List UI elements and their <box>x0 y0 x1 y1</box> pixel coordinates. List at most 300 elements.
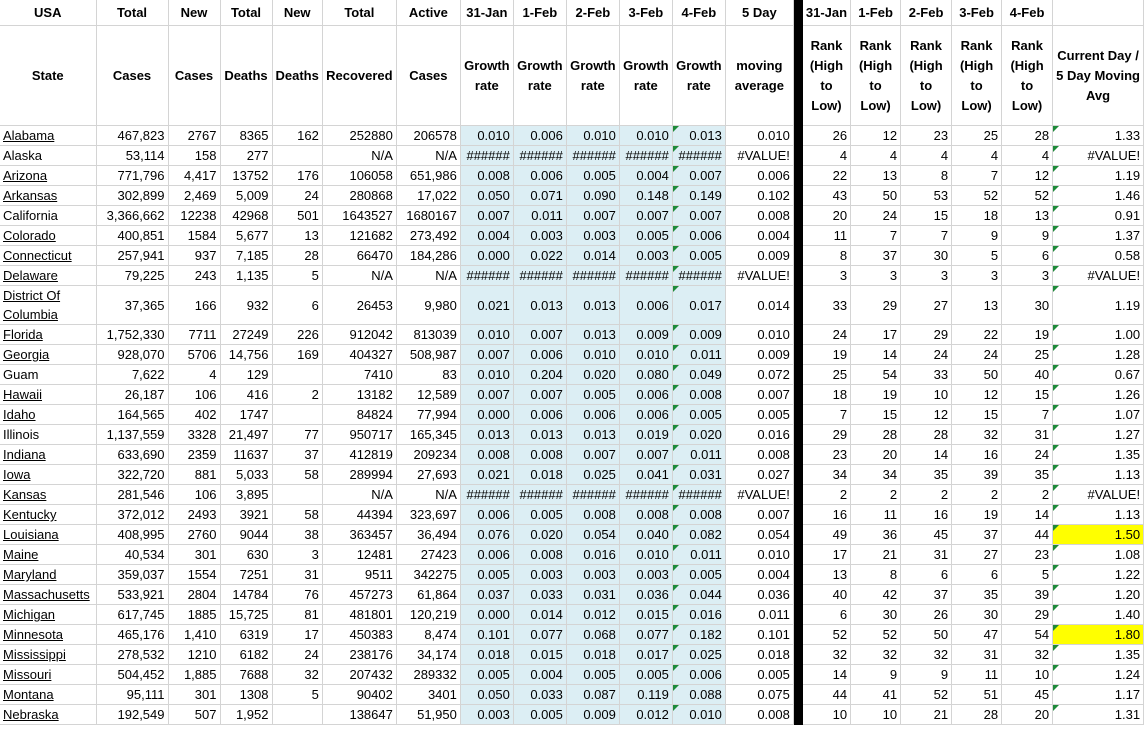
data-cell[interactable]: 27,693 <box>396 465 460 485</box>
data-cell[interactable]: 19 <box>851 385 901 405</box>
data-cell[interactable]: 52 <box>1002 186 1053 206</box>
data-cell[interactable]: 1,952 <box>220 705 272 725</box>
data-cell[interactable]: 2760 <box>168 525 220 545</box>
data-cell[interactable]: 5 <box>1002 565 1053 585</box>
data-cell[interactable]: 0.007 <box>460 345 513 365</box>
data-cell[interactable]: 0.006 <box>513 405 566 425</box>
data-cell[interactable]: 6 <box>802 605 850 625</box>
data-cell[interactable]: 0.022 <box>513 246 566 266</box>
data-cell[interactable]: 1.00 <box>1053 325 1144 345</box>
data-cell[interactable]: 10 <box>901 385 952 405</box>
column-header-cell[interactable]: State <box>0 26 96 126</box>
data-cell[interactable]: 5,033 <box>220 465 272 485</box>
data-cell[interactable]: 507 <box>168 705 220 725</box>
state-cell[interactable] <box>0 685 96 705</box>
data-cell[interactable]: 0.006 <box>460 545 513 565</box>
data-cell[interactable]: 37 <box>952 525 1002 545</box>
top-header-cell[interactable]: 2-Feb <box>566 0 619 26</box>
data-cell[interactable]: 0.018 <box>725 645 793 665</box>
state-link[interactable]: Arizona <box>3 168 48 183</box>
data-cell[interactable]: 651,986 <box>396 166 460 186</box>
state-link[interactable]: Michigan <box>3 607 56 622</box>
data-cell[interactable]: 1.19 <box>1053 286 1144 325</box>
data-cell[interactable]: 13 <box>851 166 901 186</box>
data-cell[interactable]: 323,697 <box>396 505 460 525</box>
data-cell[interactable]: 0.009 <box>566 705 619 725</box>
data-cell[interactable]: 4 <box>952 146 1002 166</box>
data-cell[interactable]: ###### <box>566 266 619 286</box>
data-cell[interactable]: 0.018 <box>566 645 619 665</box>
data-cell[interactable]: 40,534 <box>96 545 168 565</box>
data-cell[interactable]: 5 <box>952 246 1002 266</box>
data-cell[interactable]: 4 <box>168 365 220 385</box>
data-cell[interactable]: 0.005 <box>725 405 793 425</box>
data-cell[interactable]: 322,720 <box>96 465 168 485</box>
data-cell[interactable]: 81 <box>272 605 322 625</box>
data-cell[interactable]: 0.003 <box>619 246 672 266</box>
data-cell[interactable]: 52 <box>952 186 1002 206</box>
data-cell[interactable]: 0.037 <box>460 585 513 605</box>
state-link[interactable]: Nebraska <box>3 707 59 722</box>
data-cell[interactable]: 1.17 <box>1053 685 1144 705</box>
data-cell[interactable]: 36 <box>851 525 901 545</box>
data-cell[interactable]: 4 <box>802 146 850 166</box>
data-cell[interactable]: 1680167 <box>396 206 460 226</box>
data-cell[interactable]: ###### <box>619 146 672 166</box>
data-cell[interactable]: 3 <box>952 266 1002 286</box>
data-cell[interactable]: 47 <box>952 625 1002 645</box>
data-cell[interactable]: 0.009 <box>725 345 793 365</box>
data-cell[interactable]: 0.005 <box>619 665 672 685</box>
state-cell[interactable] <box>0 385 96 405</box>
state-link[interactable]: District Of Columbia <box>3 288 61 322</box>
data-cell[interactable]: 44 <box>802 685 850 705</box>
data-cell[interactable]: 6182 <box>220 645 272 665</box>
state-cell[interactable] <box>0 166 96 186</box>
data-cell[interactable]: 302,899 <box>96 186 168 206</box>
state-cell[interactable] <box>0 445 96 465</box>
data-cell[interactable]: 11 <box>802 226 850 246</box>
data-cell[interactable]: 16 <box>952 445 1002 465</box>
data-cell[interactable]: 20 <box>851 445 901 465</box>
data-cell[interactable]: 23 <box>1002 545 1053 565</box>
state-link[interactable]: Arkansas <box>3 188 58 203</box>
data-cell[interactable]: 13 <box>802 565 850 585</box>
data-cell[interactable] <box>272 705 322 725</box>
data-cell[interactable]: 14,756 <box>220 345 272 365</box>
data-cell[interactable]: 0.182 <box>672 625 725 645</box>
data-cell[interactable]: 3921 <box>220 505 272 525</box>
data-cell[interactable]: 0.003 <box>460 705 513 725</box>
data-cell[interactable]: 50 <box>952 365 1002 385</box>
state-cell[interactable] <box>0 485 96 505</box>
state-link[interactable]: Mississippi <box>3 647 66 662</box>
state-cell[interactable] <box>0 665 96 685</box>
data-cell[interactable]: 0.020 <box>513 525 566 545</box>
data-cell[interactable]: 0.007 <box>460 206 513 226</box>
data-cell[interactable]: 0.013 <box>566 286 619 325</box>
data-cell[interactable]: 0.012 <box>566 605 619 625</box>
data-cell[interactable]: 209234 <box>396 445 460 465</box>
data-cell[interactable]: 45 <box>1002 685 1053 705</box>
data-cell[interactable]: N/A <box>396 485 460 505</box>
data-cell[interactable]: 3,366,662 <box>96 206 168 226</box>
state-cell[interactable] <box>0 525 96 545</box>
data-cell[interactable]: 32 <box>1002 645 1053 665</box>
data-cell[interactable]: 281,546 <box>96 485 168 505</box>
data-cell[interactable]: 1885 <box>168 605 220 625</box>
data-cell[interactable]: 0.149 <box>672 186 725 206</box>
data-cell[interactable]: 508,987 <box>396 345 460 365</box>
data-cell[interactable]: 0.018 <box>460 645 513 665</box>
data-cell[interactable]: 176 <box>272 166 322 186</box>
data-cell[interactable]: 277 <box>220 146 272 166</box>
state-link[interactable]: Hawaii <box>3 387 43 402</box>
data-cell[interactable]: 0.049 <box>672 365 725 385</box>
data-cell[interactable]: 0.016 <box>725 425 793 445</box>
data-cell[interactable]: 0.003 <box>513 226 566 246</box>
data-cell[interactable]: 13752 <box>220 166 272 186</box>
data-cell[interactable]: 0.007 <box>619 206 672 226</box>
state-cell[interactable] <box>0 425 96 445</box>
data-cell[interactable]: 0.005 <box>460 665 513 685</box>
data-cell[interactable]: #VALUE! <box>1053 266 1144 286</box>
data-cell[interactable]: 50 <box>851 186 901 206</box>
data-cell[interactable]: 0.087 <box>566 685 619 705</box>
data-cell[interactable]: ###### <box>566 485 619 505</box>
state-link[interactable]: Delaware <box>3 268 58 283</box>
top-header-cell[interactable]: New <box>168 0 220 26</box>
data-cell[interactable]: 3,895 <box>220 485 272 505</box>
data-cell[interactable]: ###### <box>460 266 513 286</box>
data-cell[interactable]: 9 <box>901 665 952 685</box>
data-cell[interactable]: 1.24 <box>1053 665 1144 685</box>
data-cell[interactable]: 52 <box>851 625 901 645</box>
state-cell[interactable] <box>0 246 96 266</box>
data-cell[interactable]: 7410 <box>322 365 396 385</box>
data-cell[interactable]: 1.20 <box>1053 585 1144 605</box>
data-cell[interactable]: 416 <box>220 385 272 405</box>
data-cell[interactable]: 12 <box>952 385 1002 405</box>
data-cell[interactable]: 42968 <box>220 206 272 226</box>
data-cell[interactable]: 0.006 <box>513 345 566 365</box>
data-cell[interactable]: 1,885 <box>168 665 220 685</box>
state-link[interactable]: Kentucky <box>3 507 57 522</box>
data-cell[interactable]: 0.011 <box>513 206 566 226</box>
data-cell[interactable]: 226 <box>272 325 322 345</box>
data-cell[interactable]: 0.005 <box>672 405 725 425</box>
data-cell[interactable]: 0.027 <box>725 465 793 485</box>
data-cell[interactable]: 20 <box>1002 705 1053 725</box>
data-cell[interactable]: 1.07 <box>1053 405 1144 425</box>
data-cell[interactable]: 106058 <box>322 166 396 186</box>
column-header-cell[interactable]: Rank (High to Low) <box>802 26 850 126</box>
data-cell[interactable]: 4 <box>901 146 952 166</box>
data-cell[interactable]: 937 <box>168 246 220 266</box>
data-cell[interactable]: 138647 <box>322 705 396 725</box>
data-cell[interactable]: 24 <box>272 186 322 206</box>
state-cell[interactable] <box>0 585 96 605</box>
data-cell[interactable]: 53 <box>901 186 952 206</box>
data-cell[interactable]: N/A <box>396 146 460 166</box>
data-cell[interactable]: 301 <box>168 685 220 705</box>
data-cell[interactable]: 0.006 <box>460 505 513 525</box>
data-cell[interactable]: 76 <box>272 585 322 605</box>
data-cell[interactable]: 0.020 <box>566 365 619 385</box>
data-cell[interactable]: 9044 <box>220 525 272 545</box>
data-cell[interactable]: 30 <box>952 605 1002 625</box>
data-cell[interactable]: 7 <box>1002 405 1053 425</box>
data-cell[interactable]: 32 <box>952 425 1002 445</box>
data-cell[interactable]: 813039 <box>396 325 460 345</box>
data-cell[interactable]: 2 <box>901 485 952 505</box>
data-cell[interactable]: 0.013 <box>513 425 566 445</box>
data-cell[interactable]: 5 <box>272 266 322 286</box>
data-cell[interactable]: 52 <box>901 685 952 705</box>
data-cell[interactable]: 66470 <box>322 246 396 266</box>
data-cell[interactable]: 0.006 <box>672 665 725 685</box>
data-cell[interactable]: 54 <box>851 365 901 385</box>
data-cell[interactable]: 4 <box>1002 146 1053 166</box>
data-cell[interactable]: 257,941 <box>96 246 168 266</box>
data-cell[interactable]: 633,690 <box>96 445 168 465</box>
data-cell[interactable]: 1747 <box>220 405 272 425</box>
data-cell[interactable]: 4,417 <box>168 166 220 186</box>
column-header-cell[interactable]: Recovered <box>322 26 396 126</box>
data-cell[interactable]: 0.005 <box>566 385 619 405</box>
data-cell[interactable]: 32 <box>272 665 322 685</box>
data-cell[interactable]: 2 <box>851 485 901 505</box>
data-cell[interactable]: 26 <box>901 605 952 625</box>
data-cell[interactable]: 84824 <box>322 405 396 425</box>
state-link[interactable]: Alabama <box>3 128 55 143</box>
data-cell[interactable]: 617,745 <box>96 605 168 625</box>
data-cell[interactable]: 90402 <box>322 685 396 705</box>
data-cell[interactable] <box>272 485 322 505</box>
data-cell[interactable]: 0.003 <box>566 226 619 246</box>
data-cell[interactable]: 0.014 <box>725 286 793 325</box>
state-link[interactable]: Idaho <box>3 407 36 422</box>
data-cell[interactable]: 533,921 <box>96 585 168 605</box>
state-link[interactable]: Montana <box>3 687 54 702</box>
data-cell[interactable]: ###### <box>619 266 672 286</box>
data-cell[interactable]: 1.40 <box>1053 605 1144 625</box>
column-header-cell[interactable]: Growth rate <box>619 26 672 126</box>
data-cell[interactable]: 0.006 <box>725 166 793 186</box>
data-cell[interactable]: 0.008 <box>672 385 725 405</box>
data-cell[interactable]: 0.008 <box>725 705 793 725</box>
data-cell[interactable]: 18 <box>802 385 850 405</box>
data-cell[interactable]: 0.050 <box>460 685 513 705</box>
data-cell[interactable]: 0.58 <box>1053 246 1144 266</box>
data-cell[interactable]: ###### <box>566 146 619 166</box>
data-cell[interactable]: 465,176 <box>96 625 168 645</box>
data-cell[interactable]: 0.119 <box>619 685 672 705</box>
data-cell[interactable]: 0.007 <box>725 385 793 405</box>
data-cell[interactable]: 31 <box>1002 425 1053 445</box>
data-cell[interactable]: 0.004 <box>513 665 566 685</box>
data-cell[interactable]: 129 <box>220 365 272 385</box>
data-cell[interactable]: 0.018 <box>513 465 566 485</box>
data-cell[interactable]: 450383 <box>322 625 396 645</box>
data-cell[interactable]: 14 <box>802 665 850 685</box>
data-cell[interactable]: 23 <box>802 445 850 465</box>
data-cell[interactable]: 0.007 <box>513 385 566 405</box>
data-cell[interactable]: 28 <box>851 425 901 445</box>
data-cell[interactable]: 0.67 <box>1053 365 1144 385</box>
data-cell[interactable]: 14 <box>851 345 901 365</box>
data-cell[interactable]: 121682 <box>322 226 396 246</box>
data-cell[interactable]: 0.008 <box>460 445 513 465</box>
data-cell[interactable]: 0.016 <box>566 545 619 565</box>
data-cell[interactable]: 50 <box>901 625 952 645</box>
state-cell[interactable] <box>0 206 96 226</box>
data-cell[interactable]: 1,752,330 <box>96 325 168 345</box>
data-cell[interactable]: 0.008 <box>619 505 672 525</box>
data-cell[interactable]: 1.28 <box>1053 345 1144 365</box>
data-cell[interactable]: 402 <box>168 405 220 425</box>
data-cell[interactable]: 0.102 <box>725 186 793 206</box>
data-cell[interactable]: 1.31 <box>1053 705 1144 725</box>
data-cell[interactable]: 0.004 <box>725 226 793 246</box>
data-cell[interactable]: 7 <box>851 226 901 246</box>
data-cell[interactable]: 457273 <box>322 585 396 605</box>
data-cell[interactable]: 0.004 <box>725 565 793 585</box>
top-header-cell[interactable]: Total <box>96 0 168 26</box>
data-cell[interactable]: 0.082 <box>672 525 725 545</box>
data-cell[interactable]: 1.35 <box>1053 445 1144 465</box>
data-cell[interactable]: 0.008 <box>513 445 566 465</box>
top-header-cell[interactable]: New <box>272 0 322 26</box>
data-cell[interactable]: 7688 <box>220 665 272 685</box>
data-cell[interactable]: 36,494 <box>396 525 460 545</box>
data-cell[interactable]: 9 <box>952 226 1002 246</box>
data-cell[interactable]: 37,365 <box>96 286 168 325</box>
data-cell[interactable]: 0.025 <box>672 645 725 665</box>
state-cell[interactable] <box>0 625 96 645</box>
data-cell[interactable]: N/A <box>322 485 396 505</box>
data-cell[interactable]: 0.044 <box>672 585 725 605</box>
data-cell[interactable]: 31 <box>952 645 1002 665</box>
data-cell[interactable]: 928,070 <box>96 345 168 365</box>
data-cell[interactable]: 400,851 <box>96 226 168 246</box>
data-cell[interactable]: 372,012 <box>96 505 168 525</box>
data-cell[interactable]: 18 <box>952 206 1002 226</box>
data-cell[interactable]: 2493 <box>168 505 220 525</box>
data-cell[interactable]: 0.013 <box>460 425 513 445</box>
data-cell[interactable]: ###### <box>513 266 566 286</box>
state-link[interactable]: Colorado <box>3 228 56 243</box>
data-cell[interactable]: 34 <box>851 465 901 485</box>
data-cell[interactable]: 39 <box>1002 585 1053 605</box>
state-cell[interactable] <box>0 565 96 585</box>
data-cell[interactable]: 13 <box>952 286 1002 325</box>
data-cell[interactable]: 44394 <box>322 505 396 525</box>
data-cell[interactable]: 408,995 <box>96 525 168 545</box>
data-cell[interactable]: 0.005 <box>513 505 566 525</box>
data-cell[interactable]: #VALUE! <box>725 485 793 505</box>
data-cell[interactable]: ###### <box>672 485 725 505</box>
data-cell[interactable]: 0.005 <box>672 565 725 585</box>
data-cell[interactable]: 5,677 <box>220 226 272 246</box>
data-cell[interactable]: 166 <box>168 286 220 325</box>
data-cell[interactable]: 0.010 <box>619 126 672 146</box>
data-cell[interactable]: 0.020 <box>672 425 725 445</box>
data-cell[interactable]: 771,796 <box>96 166 168 186</box>
state-cell[interactable] <box>0 146 96 166</box>
data-cell[interactable]: 0.025 <box>566 465 619 485</box>
top-header-cell[interactable]: Total <box>322 0 396 26</box>
data-cell[interactable]: 0.006 <box>619 385 672 405</box>
data-cell[interactable]: 0.006 <box>513 166 566 186</box>
data-cell[interactable]: 0.010 <box>460 325 513 345</box>
data-cell[interactable]: 0.008 <box>460 166 513 186</box>
data-cell[interactable]: 0.014 <box>566 246 619 266</box>
data-cell[interactable]: 0.017 <box>672 286 725 325</box>
data-cell[interactable]: 7,185 <box>220 246 272 266</box>
data-cell[interactable]: 0.007 <box>725 505 793 525</box>
state-link[interactable]: Georgia <box>3 347 50 362</box>
state-link[interactable]: Florida <box>3 327 43 342</box>
data-cell[interactable]: 1.35 <box>1053 645 1144 665</box>
data-cell[interactable]: 278,532 <box>96 645 168 665</box>
data-cell[interactable]: 16 <box>901 505 952 525</box>
top-header-cell[interactable]: Total <box>220 0 272 26</box>
state-link[interactable]: Massachusetts <box>3 587 90 602</box>
data-cell[interactable]: 37 <box>851 246 901 266</box>
state-cell[interactable] <box>0 505 96 525</box>
data-cell[interactable]: 9511 <box>322 565 396 585</box>
data-cell[interactable]: 7 <box>952 166 1002 186</box>
data-cell[interactable]: 0.009 <box>672 325 725 345</box>
top-header-cell[interactable]: 31-Jan <box>802 0 850 26</box>
data-cell[interactable]: 6 <box>952 565 1002 585</box>
data-cell[interactable]: 9 <box>1002 226 1053 246</box>
data-cell[interactable]: 3 <box>1002 266 1053 286</box>
data-cell[interactable]: 49 <box>802 525 850 545</box>
data-cell[interactable]: 1.37 <box>1053 226 1144 246</box>
data-cell[interactable]: ###### <box>672 146 725 166</box>
data-cell[interactable]: 15 <box>851 405 901 425</box>
data-cell[interactable]: 52 <box>802 625 850 645</box>
data-cell[interactable]: 1.27 <box>1053 425 1144 445</box>
data-cell[interactable]: #VALUE! <box>725 146 793 166</box>
data-cell[interactable]: 24 <box>952 345 1002 365</box>
data-cell[interactable]: 0.011 <box>672 345 725 365</box>
data-cell[interactable]: 42 <box>851 585 901 605</box>
data-cell[interactable]: 0.021 <box>460 465 513 485</box>
data-cell[interactable]: 0.015 <box>619 605 672 625</box>
data-cell[interactable]: 37 <box>272 445 322 465</box>
data-cell[interactable]: 6 <box>272 286 322 325</box>
data-cell[interactable]: 950717 <box>322 425 396 445</box>
data-cell[interactable]: 0.010 <box>725 325 793 345</box>
data-cell[interactable]: 0.009 <box>619 325 672 345</box>
data-cell[interactable]: 7251 <box>220 565 272 585</box>
data-cell[interactable]: 0.006 <box>619 405 672 425</box>
data-cell[interactable]: 12 <box>901 405 952 425</box>
data-cell[interactable]: 9,980 <box>396 286 460 325</box>
data-cell[interactable]: #VALUE! <box>725 266 793 286</box>
data-cell[interactable]: 29 <box>1002 605 1053 625</box>
data-cell[interactable]: 28 <box>1002 126 1053 146</box>
data-cell[interactable]: 35 <box>901 465 952 485</box>
data-cell[interactable]: 2 <box>1002 485 1053 505</box>
data-cell[interactable]: 0.072 <box>725 365 793 385</box>
data-cell[interactable]: 0.006 <box>566 405 619 425</box>
data-cell[interactable]: 0.075 <box>725 685 793 705</box>
data-cell[interactable]: 0.011 <box>672 545 725 565</box>
